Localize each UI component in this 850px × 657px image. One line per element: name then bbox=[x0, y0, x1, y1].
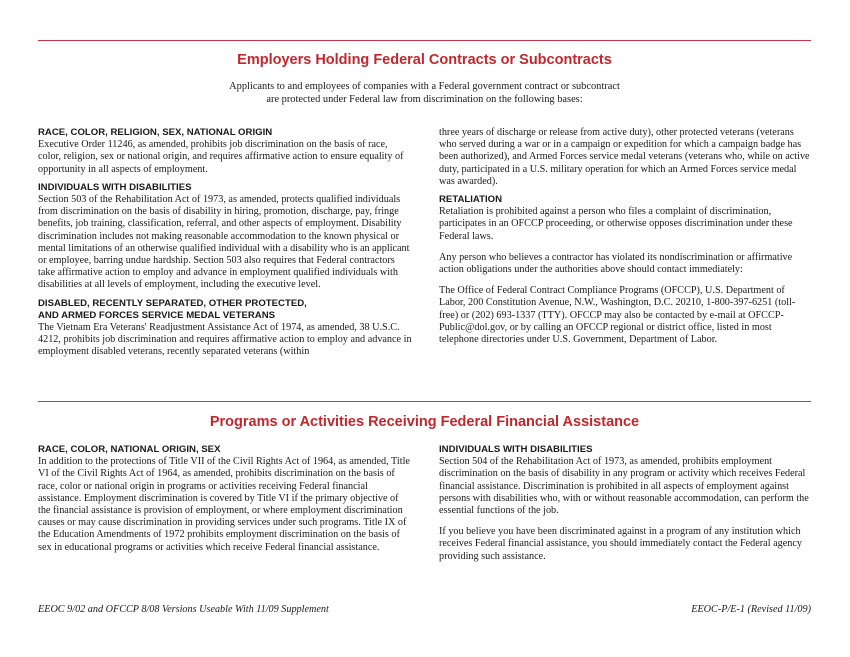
ofccp-contact-text: The Office of Federal Contract Compliance Programs (OFCCP), U.S. Department of Labor, 200 Constitution Avenue, N.W., Washington, D.C. 20210, 1-800-397-6251 (toll-free) or (202) 693-1337 (TTY). OFCCP may also be contacted by e-mail at OFCCP-Public@dol.gov, or by calling an OFCCP regional or district office, listed in most telephone directories under U.S. Government, Department of Labor. bbox=[439, 285, 796, 346]
veterans-heading-line-1: DISABLED, RECENTLY SEPARATED, OTHER PROTECTED, bbox=[38, 297, 307, 309]
veterans-heading-line-2: AND ARMED FORCES SERVICE MEDAL VETERANS bbox=[38, 309, 276, 321]
intro-line-1: Applicants to and employees of companies with a Federal government contract or subcontract bbox=[229, 81, 620, 92]
race-text: Executive Order 11246, as amended, prohibits job discrimination on the basis of race, color, religion, sex or national origin, and requires affirmative action to ensure equality of opportunity in all aspects of employment. bbox=[38, 139, 404, 175]
section1-left-column bbox=[38, 127, 412, 359]
footer-right: EEOC-P/E-1 (Revised 11/09) bbox=[691, 604, 811, 615]
veterans-text: The Vietnam Era Veterans' Readjustment Assistance Act of 1974, as amended, 38 U.S.C. 4212, prohibits job discrimination and requires affirmative action to employ and advance in employment disabled veterans, recently separated veterans (within bbox=[38, 322, 412, 358]
intro-line-2: are protected under Federal law from discrimination on the following bases: bbox=[266, 94, 583, 105]
section2-right-column bbox=[439, 444, 811, 563]
footer-left: EEOC 9/02 and OFCCP 8/08 Versions Useable With 11/09 Supplement bbox=[38, 604, 329, 615]
section1-title: Employers Holding Federal Contracts or Subcontracts bbox=[237, 52, 612, 68]
race-text-2: In addition to the protections of Title VII of the Civil Rights Act of 1964, as amended, Title VI of the Civil Rights Act of 1964, as amended, prohibits discrimination on the basis of race, color or national origin in programs or activities receiving Federal financial assistance. Employment discrimination is covered by Title VI if the primary objective of the financial assistance is provision of employment, or where employment discrimination causes or may cause discrimination in providing services under such programs. Title IX of the Education Amendments of 1972 prohibits employment discrimination on the basis of sex in educational programs or activities which receive Federal financial assistance. bbox=[38, 456, 410, 553]
middle-rule bbox=[38, 401, 811, 402]
section1-intro bbox=[38, 80, 811, 106]
disabilities-heading: INDIVIDUALS WITH DISABILITIES bbox=[38, 181, 192, 193]
race-heading-2: RACE, COLOR, NATIONAL ORIGIN, SEX bbox=[38, 444, 221, 455]
veterans-text-continued: three years of discharge or release from active duty), other protected veterans (veterans who served during a war or in a campaign or expedition for which a campaign badge has been authorized), and Armed Forces service medal veterans (veterans who, while on active duty, participated in a U.S. military operation for which an Armed Forces service medal was awarded). bbox=[439, 127, 810, 187]
section1-right-column bbox=[439, 127, 811, 346]
disabilities-heading-2: INDIVIDUALS WITH DISABILITIES bbox=[439, 444, 593, 455]
if-you-believe-text: If you believe you have been discriminated against in a program of any institution which receives Federal financial assistance, you should immediately contact the Federal agency providing such assistance. bbox=[439, 526, 802, 562]
section2-title: Programs or Activities Receiving Federal Financial Assistance bbox=[209, 414, 640, 430]
any-person-text: Any person who believes a contractor has violated its nondiscrimination or affirmative action obligations under the authorities above should contact immediately: bbox=[439, 251, 793, 276]
disabilities-text: Section 503 of the Rehabilitation Act of 1973, as amended, protects qualified individuals from discrimination on the basis of disability in hiring, promotion, discharge, pay, fringe benefits, job training, classification, referral, and other aspects of employment. Disability discrimination includes not making reasonable accommodation to the known physical or mental limitations of an otherwise qualified individual with a disability who is an applicant or employee, barring undue hardship. Section 503 also requires that Federal contractors take affirmative action to employ and advance in employment qualified individuals with disabilities at all levels of employment, including the executive level. bbox=[38, 194, 410, 291]
section2-left-column bbox=[38, 444, 412, 554]
retaliation-text: Retaliation is prohibited against a person who files a complaint of discrimination, participates in an OFCCP proceeding, or otherwise opposes discrimination under these Federal laws. bbox=[439, 206, 793, 242]
top-rule bbox=[38, 40, 811, 41]
retaliation-heading: RETALIATION bbox=[439, 194, 503, 206]
race-heading: RACE, COLOR, RELIGION, SEX, NATIONAL ORIGIN bbox=[38, 127, 273, 138]
disabilities-text-2: Section 504 of the Rehabilitation Act of 1973, as amended, prohibits employment discrimination on the basis of disability in any program or activity which receives Federal financial assistance. Discrimination is prohibited in all aspects of employment against persons with disabilities who, with or without reasonable accommodation, can perform the essential functions of the job. bbox=[439, 456, 809, 517]
